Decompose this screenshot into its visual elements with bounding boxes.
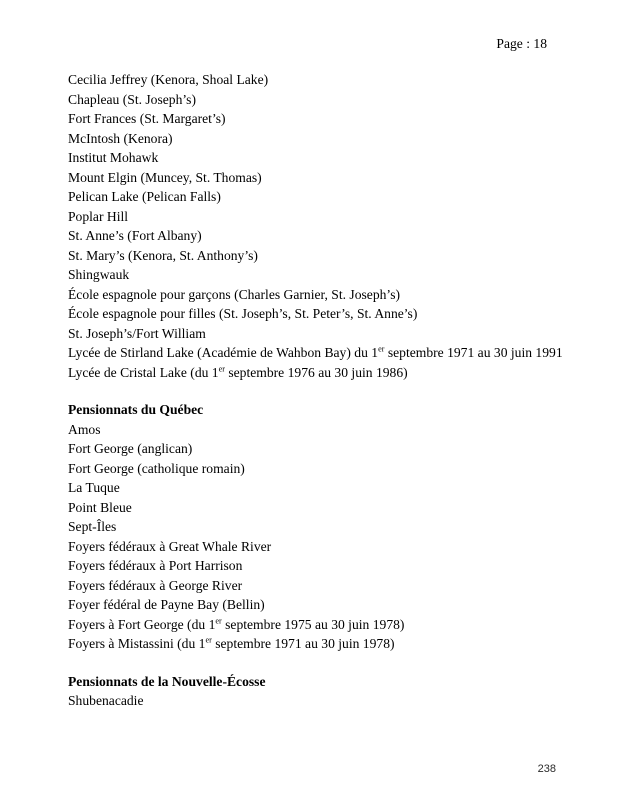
- document-section: [68, 400, 587, 654]
- list-item: Foyers fédéraux à Great Whale River: [68, 538, 272, 554]
- list-item: St. Anne’s (Fort Albany): [68, 228, 202, 243]
- list-item: St. Joseph’s/Fort William: [68, 325, 206, 341]
- list-item: Amos: [68, 421, 101, 437]
- list-item: Mount Elgin (Muncey, St. Thomas): [68, 169, 262, 185]
- list-item: Foyer fédéral de Payne Bay (Bellin): [68, 597, 265, 612]
- list-item: École espagnole pour garçons (Charles Garnier, St. Joseph’s): [68, 286, 401, 302]
- list-item: Sept-Îles: [68, 519, 117, 534]
- list-item: Foyers fédéraux à Port Harrison: [68, 558, 243, 573]
- ordinal-superscript: er: [215, 615, 222, 625]
- list-item: Lycée de Cristal Lake (du 1er septembre 1976 au 30 juin 1986): [68, 363, 408, 380]
- document-section: [68, 672, 587, 711]
- list-item: Foyers à Mistassini (du 1er septembre 1971 au 30 juin 1978): [68, 635, 395, 651]
- list-item: Fort George (anglican): [68, 441, 193, 456]
- list-item: Point Bleue: [68, 499, 132, 515]
- document-section: [68, 70, 587, 382]
- list-item: Poplar Hill: [68, 208, 129, 224]
- list-item: Shingwauk: [68, 267, 130, 282]
- ordinal-superscript: er: [218, 363, 225, 373]
- list-item: St. Mary’s (Kenora, St. Anthony’s): [68, 247, 258, 263]
- page-header-label: Page : 18: [496, 36, 547, 51]
- ordinal-superscript: er: [378, 344, 385, 354]
- section-heading: Pensionnats du Québec: [68, 402, 204, 417]
- list-item: Cecilia Jeffrey (Kenora, Shoal Lake): [68, 72, 269, 87]
- list-item: Foyers à Fort George (du 1er septembre 1975 au 30 juin 1978): [68, 615, 405, 632]
- list-item: Institut Mohawk: [68, 150, 159, 165]
- page-footer-number: 238: [537, 763, 556, 775]
- ordinal-superscript: er: [205, 635, 212, 645]
- document-body: [68, 70, 587, 711]
- list-item: McIntosh (Kenora): [68, 130, 173, 146]
- list-item: École espagnole pour filles (St. Joseph’s, St. Peter’s, St. Anne’s): [68, 306, 418, 321]
- list-item: Chapleau (St. Joseph’s): [68, 91, 196, 107]
- list-item: Pelican Lake (Pelican Falls): [68, 189, 221, 204]
- list-item: Fort George (catholique romain): [68, 460, 245, 476]
- section-heading: Pensionnats de la Nouvelle-Écosse: [68, 673, 266, 689]
- list-item: Fort Frances (St. Margaret’s): [68, 111, 226, 126]
- list-item: La Tuque: [68, 480, 120, 495]
- list-item: Foyers fédéraux à George River: [68, 577, 243, 593]
- list-item: Lycée de Stirland Lake (Académie de Wahbon Bay) du 1er septembre 1971 au 30 juin 1991: [68, 344, 563, 360]
- list-item: Shubenacadie: [68, 693, 144, 708]
